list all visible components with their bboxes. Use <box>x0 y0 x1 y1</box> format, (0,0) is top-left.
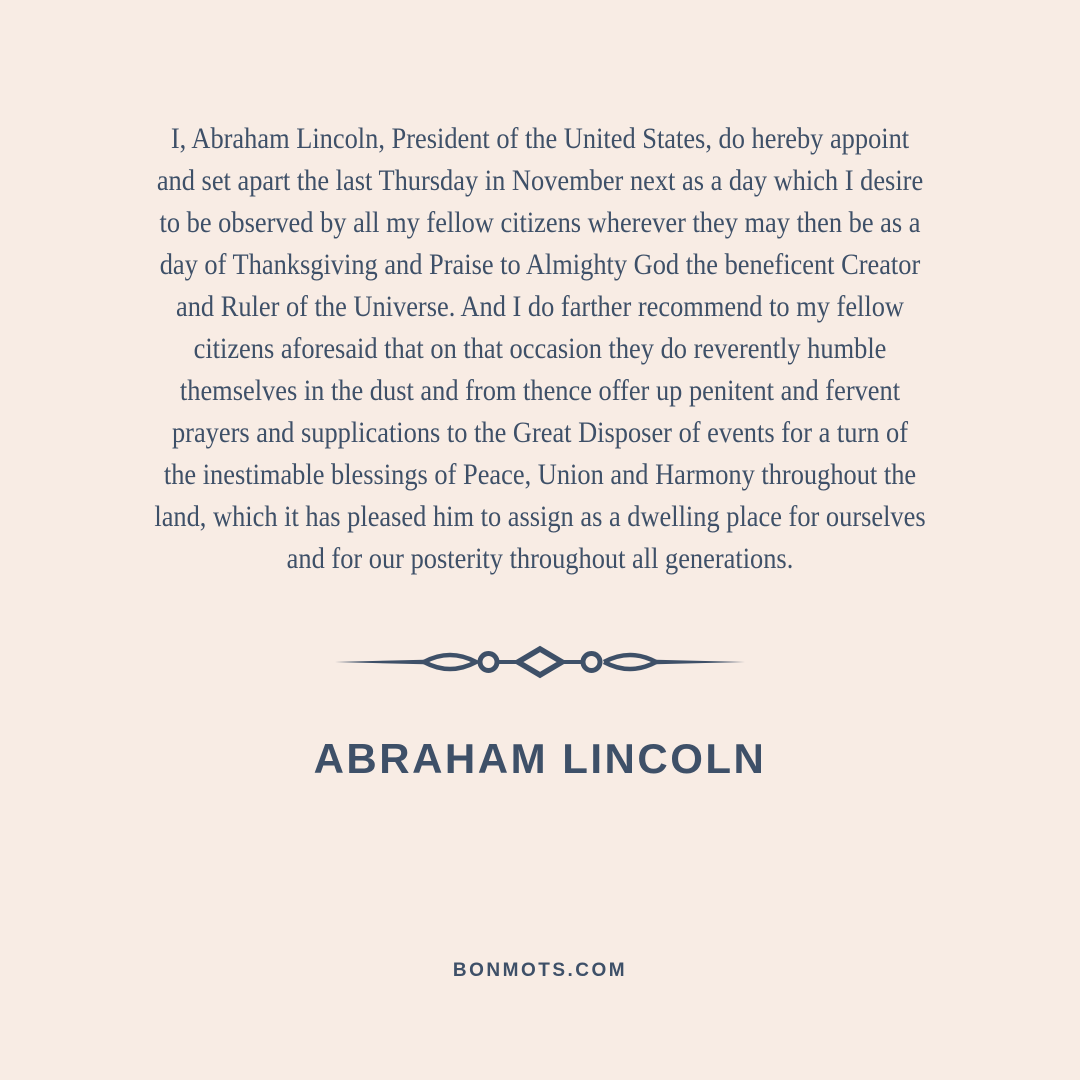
quote-line: to be observed by all my fellow citizens wherever they may then be as a <box>159 206 921 239</box>
quote-line: land, which it has pleased him to assign as a dwelling place for ourselves <box>154 500 926 533</box>
quote-line: and set apart the last Thursday in November next as a day which I desire <box>156 164 924 197</box>
attribution-name: ABRAHAM LINCOLN <box>313 735 767 782</box>
quote-line: the inestimable blessings of Peace, Union and Harmony throughout the <box>163 458 917 491</box>
quote-text <box>65 118 1015 580</box>
quote-line: prayers and supplications to the Great Disposer of events for a turn of <box>171 416 909 449</box>
quote-line: day of Thanksgiving and Praise to Almighty God the beneficent Creator <box>159 248 921 281</box>
quote-line: and Ruler of the Universe. And I do farther recommend to my fellow <box>175 290 904 323</box>
quote-line: I, Abraham Lincoln, President of the United States, do hereby appoint <box>170 122 910 155</box>
quote-line: citizens aforesaid that on that occasion they do reverently humble <box>193 332 887 365</box>
quote-line: and for our posterity throughout all generations. <box>286 542 794 575</box>
ornamental-divider-icon <box>335 637 745 687</box>
quote-line: themselves in the dust and from thence offer up penitent and fervent <box>179 374 901 407</box>
site-footer: BONMOTS.COM <box>452 960 628 981</box>
